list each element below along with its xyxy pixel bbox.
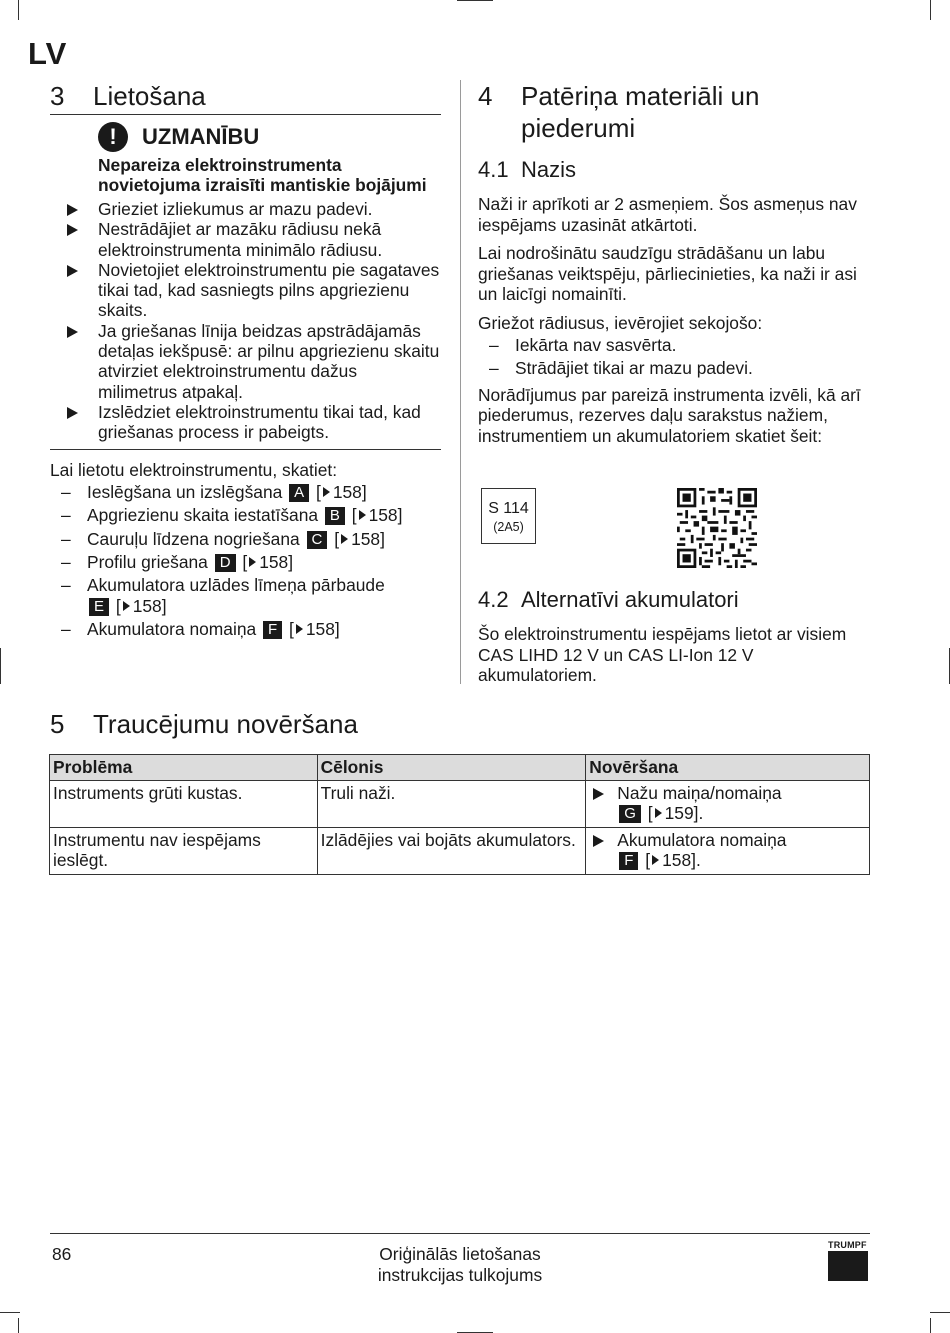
page-ref[interactable]: 158] xyxy=(351,528,385,549)
figure-tag: G xyxy=(619,805,641,823)
section-4-2 xyxy=(478,586,873,686)
list-item-text: Ja griešanas līnija beidzas apstrādājamās detaļas iekšpusē: ar pilnu apgriezienu skaitu atvirziet elektroinstrumentu dažus milimetrus atpakaļ. xyxy=(98,320,440,402)
table-header-row xyxy=(50,755,870,781)
list-item: – Iekārta nav sasvērta. xyxy=(489,335,677,355)
figure-tag: F xyxy=(619,852,638,870)
list-item xyxy=(50,219,441,260)
crop-mark xyxy=(0,1312,20,1313)
bullet-triangle-icon xyxy=(593,788,604,800)
section-number: 4.2 xyxy=(478,587,509,612)
crop-mark xyxy=(930,1318,931,1333)
brand-logo xyxy=(828,1240,868,1281)
section-title: piederumi xyxy=(521,113,636,143)
page-ref-icon xyxy=(359,510,366,520)
page-ref[interactable]: 158] xyxy=(259,551,294,572)
list-item: – Cauruļu līdzena nogriešana C [ 158] xyxy=(61,528,385,549)
list-item: – Strādājiet tikai ar mazu padevi. xyxy=(489,358,753,379)
page-ref[interactable]: 158] xyxy=(368,505,403,526)
list-item-text: Nestrādājiet ar mazāku rādiusu nekā elektroinstrumenta minimālo rādiusu. xyxy=(98,219,383,260)
table-row xyxy=(50,828,870,875)
crop-mark xyxy=(930,0,931,20)
bullet-triangle-icon xyxy=(67,265,78,277)
section-number: 5 xyxy=(50,709,65,739)
section-number: 4 xyxy=(478,81,493,111)
figure-tag: B xyxy=(325,507,345,525)
bullet-triangle-icon xyxy=(593,835,604,847)
usage-intro: Lai lietotu elektroinstrumentu, skatiet: xyxy=(50,459,338,480)
list-item-text: Grieziet izliekumus ar mazu padevi. xyxy=(98,199,373,219)
crop-mark xyxy=(18,1318,19,1333)
symbol-box xyxy=(481,488,536,544)
warning-list xyxy=(50,199,441,443)
crop-mark xyxy=(930,1312,950,1313)
column-header: Problēma xyxy=(50,755,318,781)
problem-cell: Instruments grūti kustas. xyxy=(50,781,318,828)
page-ref-icon xyxy=(123,601,130,611)
list-item: – Ieslēgšana un izslēgšana A [ 158] xyxy=(61,482,367,503)
paragraph: Lai nodrošinātu saudzīgu strādāšanu un labu griešanas veiktspēju, pārliecinieties, ka naži ir asi un laicīgi nomainīti. xyxy=(478,243,857,304)
section-title: Alternatīvi akumulatori xyxy=(521,587,739,612)
list-item-text: Izslēdziet elektroinstrumentu tikai tad, kad griešanas process ir pabeigts. xyxy=(98,401,421,443)
section-title: Lietošana xyxy=(93,81,206,111)
page-ref[interactable]: 159]. xyxy=(664,803,704,823)
crop-mark xyxy=(457,0,493,1)
section-title: Patēriņa materiāli un xyxy=(521,81,760,111)
page-number: 86 xyxy=(52,1244,72,1264)
paragraph: Naži ir aprīkoti ar 2 asmeņiem. Šos asmeņus nav iespējams uzasināt atkārtoti. xyxy=(478,194,857,235)
qr-code-icon[interactable] xyxy=(677,488,757,568)
bullet-triangle-icon xyxy=(67,204,78,216)
page-ref-icon xyxy=(652,855,659,865)
exclamation-icon: ! xyxy=(98,122,128,152)
bullet-triangle-icon xyxy=(67,326,78,338)
fix-cell: Nažu maiņa/nomaiņa G [ 159]. xyxy=(586,781,870,828)
column-divider xyxy=(460,80,461,684)
bullet-triangle-icon xyxy=(67,407,78,419)
figure-tag: C xyxy=(307,531,328,549)
paragraph: Griežot rādiusus, ievērojiet sekojošo: xyxy=(478,312,763,333)
page-ref-icon xyxy=(323,487,330,497)
section-4-1-heading xyxy=(478,156,873,184)
footer-divider xyxy=(50,1233,870,1234)
column-header: Novēršana xyxy=(586,755,870,781)
crop-mark xyxy=(0,648,1,684)
page-ref-icon xyxy=(655,808,662,818)
radius-list xyxy=(478,335,873,379)
column-header: Cēlonis xyxy=(317,755,586,781)
figure-tag: E xyxy=(89,598,109,616)
section-number: 3 xyxy=(50,81,65,111)
language-code: LV xyxy=(28,36,68,71)
cause-cell: Izlādējies vai bojāts akumulators. xyxy=(317,828,586,875)
section-3-heading xyxy=(50,80,441,115)
page-ref[interactable]: 158] xyxy=(305,619,340,640)
crop-mark xyxy=(18,0,19,20)
list-item xyxy=(50,402,441,443)
page-ref-icon xyxy=(249,557,256,567)
section-4-heading xyxy=(478,80,873,144)
cause-cell: Truli naži. xyxy=(317,781,586,828)
page-ref-icon xyxy=(341,534,348,544)
section-5 xyxy=(50,708,870,740)
page-ref[interactable]: 158]. xyxy=(662,850,701,870)
left-column xyxy=(50,80,441,642)
warning-title: UZMANĪBU xyxy=(142,124,260,149)
list-item: – Akumulatora uzlādes līmeņa pārbaude E [ 158] xyxy=(61,575,385,616)
troubleshooting-table xyxy=(49,754,870,875)
list-item xyxy=(50,199,441,219)
list-item xyxy=(50,260,441,321)
section-5-heading xyxy=(50,708,870,740)
list-item-text: Novietojiet elektroinstrumentu pie sagataves tikai tad, kad sasniegts pilns apgriezienu skaits. xyxy=(98,259,440,321)
paragraph: Norādījumus par pareizā instrumenta izvēli, kā arī piederumus, rezerves daļu sarakstus nažiem, instrumentiem un akumulatoriem skatiet šeit: xyxy=(478,384,861,446)
list-item: – Apgriezienu skaita iestatīšana B [ 158] xyxy=(61,505,403,526)
section-title: Traucējumu novēršana xyxy=(93,709,358,739)
section-title: Nazis xyxy=(521,157,577,182)
section-number: 4.1 xyxy=(478,157,509,182)
page-ref[interactable]: 158] xyxy=(332,482,367,503)
list-item xyxy=(50,321,441,402)
section-divider xyxy=(50,449,441,450)
right-column xyxy=(478,80,873,446)
table-row xyxy=(50,781,870,828)
symbol-code: S 114 xyxy=(488,500,529,517)
list-item: – Profilu griešana D [ 158] xyxy=(61,551,294,572)
usage-list xyxy=(50,482,441,639)
logo-wordmark: TRUMPF xyxy=(828,1240,867,1250)
page-ref[interactable]: 158] xyxy=(132,595,167,616)
problem-cell: Instrumentu nav iespējams ieslēgt. xyxy=(50,828,318,875)
figure-tag: A xyxy=(289,484,309,502)
logo-block xyxy=(828,1251,868,1281)
list-item: – Akumulatora nomaiņa F [ 158] xyxy=(61,619,340,640)
symbol-subcode: (2A5) xyxy=(493,520,524,534)
warning-block xyxy=(98,121,441,195)
warning-heading xyxy=(98,121,441,153)
page-ref-icon xyxy=(296,624,303,634)
figure-tag: D xyxy=(215,554,236,572)
fix-cell: Akumulatora nomaiņa F [ 158]. xyxy=(586,828,870,875)
warning-summary: Nepareiza elektroinstrumenta novietojuma izraisīti mantiskie bojājumi xyxy=(98,155,427,195)
bullet-triangle-icon xyxy=(67,224,78,236)
footer-title: Oriģinālās lietošanas instrukcijas tulkojums xyxy=(377,1244,543,1285)
figure-tag: F xyxy=(263,621,282,639)
paragraph: Šo elektroinstrumentu iespējams lietot ar visiem CAS LIHD 12 V un CAS LI-Ion 12 V akumulatoriem. xyxy=(478,624,847,685)
section-4-2-heading xyxy=(478,586,873,614)
